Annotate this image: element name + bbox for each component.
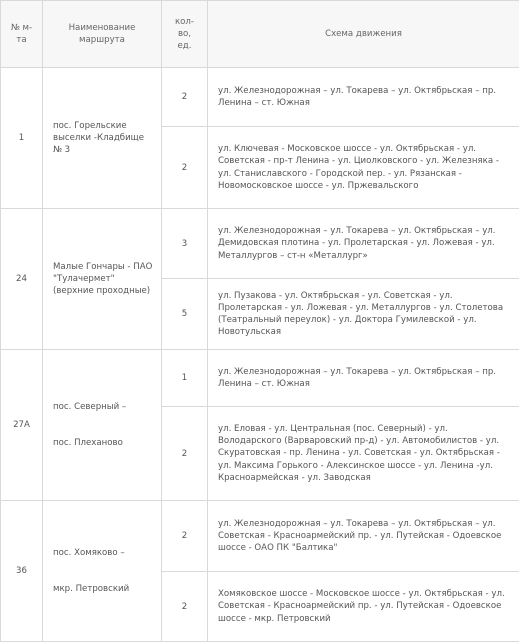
header-count: кол-во, ед. [162, 1, 208, 68]
route-number: 27А [1, 350, 43, 501]
route-scheme: ул. Еловая - ул. Центральная (пос. Северный) - ул. Володарского (Варваровский пр-д) - ул. Автомобилистов - ул. Скуратовская - пр. Ленина - ул. Советская - ул. Октябрьская - ул. Максима Горького - Алексинское шоссе - ул. Ленина -ул. Красноармейская - ул. Заводская [208, 407, 519, 501]
vehicle-count: 2 [162, 127, 208, 209]
vehicle-count: 2 [162, 68, 208, 127]
header-scheme: Схема движения [208, 1, 519, 68]
route-scheme: ул. Железнодорожная – ул. Токарева – ул. Октябрьская – ул. Советская - Красноармейский пр. - ул. Путейская - Одоевское шоссе - ОАО ПК "Балтика" [208, 501, 519, 572]
route-scheme: Хомяковское шоссе - Московское шоссе - ул. Октябрьская - ул. Советская - Красноармейский пр. - ул. Путейская - Одоевское шоссе - мкр. Петровский [208, 572, 519, 642]
route-number: 36 [1, 501, 43, 642]
table-header-row [1, 1, 519, 68]
route-name-start: пос. Северный – [53, 402, 126, 412]
table-row [1, 501, 519, 572]
header-name: Наименование маршрута [43, 1, 162, 68]
route-scheme: ул. Железнодорожная – ул. Токарева – ул. Октябрьская – пр. Ленина – ст. Южная [208, 350, 519, 407]
route-number: 1 [1, 68, 43, 209]
route-number: 24 [1, 209, 43, 350]
header-num: № м-та [1, 1, 43, 68]
vehicle-count: 2 [162, 407, 208, 501]
route-name: Малые Гончары - ПАО "Тулачермет" (верхние проходные) [43, 209, 162, 350]
route-scheme: ул. Ключевая - Московское шоссе - ул. Октябрьская - ул. Советская - пр-т Ленина - ул. Циолковского - ул. Железняка - ул. Станиславского - Городской пер. - ул. Рязанская - Новомосковское шоссе - ул. Пржевальского [208, 127, 519, 209]
route-name: пос. Горельские выселки -Кладбище № 3 [43, 68, 162, 209]
route-name-start: пос. Хомяково – [53, 548, 125, 558]
route-scheme: ул. Пузакова - ул. Октябрьская - ул. Советская - ул. Пролетарская - ул. Ложевая - ул. Металлургов - ул. Столетова (Театральный переулок) - ул. Доктора Гумилевской - ул. Новотульская [208, 279, 519, 350]
route-scheme: ул. Железнодорожная – ул. Токарева – ул. Октябрьская – ул. Демидовская плотина - ул. Пролетарская - ул. Ложевая - ул. Металлургов – ст-н «Металлург» [208, 209, 519, 279]
route-name [43, 501, 162, 642]
table-row [1, 209, 519, 279]
vehicle-count: 1 [162, 350, 208, 407]
vehicle-count: 3 [162, 209, 208, 279]
route-name [43, 350, 162, 501]
route-name-end: пос. Плеханово [53, 438, 123, 448]
table-row [1, 350, 519, 407]
vehicle-count: 5 [162, 279, 208, 350]
vehicle-count: 2 [162, 501, 208, 572]
route-scheme: ул. Железнодорожная – ул. Токарева – ул. Октябрьская – пр. Ленина – ст. Южная [208, 68, 519, 127]
table-row [1, 68, 519, 127]
vehicle-count: 2 [162, 572, 208, 642]
route-name-end: мкр. Петровский [53, 584, 129, 594]
